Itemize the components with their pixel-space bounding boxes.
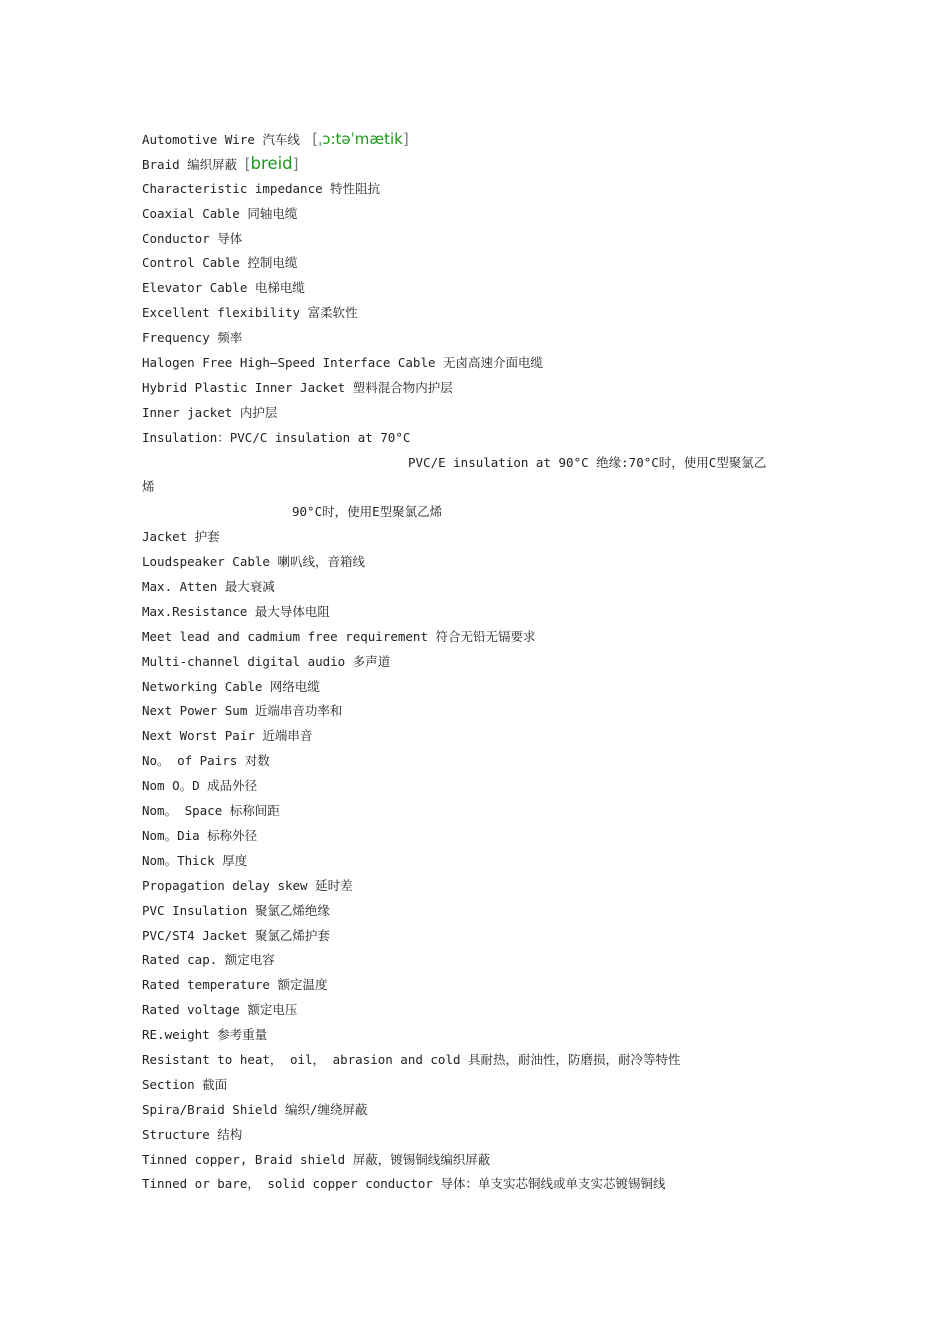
- glossary-entry: Max.Resistance 最大导体电阻: [142, 603, 330, 619]
- glossary-entry-insulation: Insulation：PVC/C insulation at 70°C: [142, 429, 411, 445]
- glossary-entry: Multi-channel digital audio 多声道: [142, 653, 391, 669]
- glossary-entry: Halogen Free High—Speed Interface Cable 无卤高速介面电缆: [142, 355, 544, 371]
- glossary-entry: Meet lead and cadmium free requirement 符合无铅无镉要求: [142, 628, 536, 644]
- glossary-entry: Tinned or bare， solid copper conductor 导体：单支实芯铜线或单支实芯镀锡铜线: [142, 1176, 666, 1192]
- term-text: Braid 编织屏蔽: [142, 156, 238, 172]
- glossary-entry: Section 截面: [142, 1076, 228, 1092]
- glossary-entry: Conductor 导体: [142, 230, 243, 246]
- glossary-entry: Nom。 Space 标称间距: [142, 803, 280, 819]
- glossary-entry-braid: [142, 152, 822, 177]
- glossary-entry: Frequency 频率: [142, 330, 243, 346]
- glossary-entry: Nom O。D 成品外径: [142, 778, 258, 794]
- glossary-entry: Spira/Braid Shield 编织/缠绕屏蔽: [142, 1101, 368, 1117]
- glossary-entry: No。 of Pairs 对数: [142, 753, 270, 769]
- glossary-entry: RE.weight 参考重量: [142, 1027, 268, 1043]
- phonetic-transcription: [ˌɔ:təˈmætik]: [307, 130, 409, 148]
- glossary-entry-insulation-cont: 90°C时，使用E型聚氯乙烯: [292, 504, 443, 520]
- glossary-entry: Loudspeaker Cable 喇叭线，音箱线: [142, 554, 365, 570]
- glossary-entry: Networking Cable 网络电缆: [142, 678, 320, 694]
- glossary-entry-automotive-wire: [142, 127, 822, 152]
- glossary-entry: Nom。Thick 厚度: [142, 852, 248, 868]
- glossary-entry: Inner jacket 内护层: [142, 404, 278, 420]
- glossary-entry: PVC Insulation 聚氯乙烯绝缘: [142, 902, 330, 918]
- glossary-entry: Coaxial Cable 同轴电缆: [142, 205, 298, 221]
- glossary-entry: Rated voltage 额定电压: [142, 1002, 298, 1018]
- glossary-entry: Tinned copper, Braid shield 屏蔽，镀锡铜线编织屏蔽: [142, 1151, 491, 1167]
- glossary-entry: Excellent flexibility 富柔软性: [142, 305, 358, 321]
- glossary-entry: PVC/ST4 Jacket 聚氯乙烯护套: [142, 927, 330, 943]
- glossary-entry: Elevator Cable 电梯电缆: [142, 280, 305, 296]
- glossary-entry: Hybrid Plastic Inner Jacket 塑料混合物内护层: [142, 379, 453, 395]
- glossary-entry: Max. Atten 最大衰减: [142, 579, 275, 595]
- term-text: Automotive Wire 汽车线: [142, 132, 300, 147]
- glossary-entry: Structure 结构: [142, 1126, 243, 1142]
- glossary-entry-insulation-cont: PVC/E insulation at 90°C 绝缘:70°C时，使用C型聚氯乙: [408, 454, 767, 470]
- phonetic-transcription: [breid]: [244, 153, 299, 173]
- glossary-entry: Control Cable 控制电缆: [142, 255, 298, 271]
- glossary-entry: Resistant to heat， oil， abrasion and cold 具耐热，耐油性，防磨损，耐冷等特性: [142, 1051, 681, 1067]
- glossary-entry: Next Worst Pair 近端串音: [142, 728, 313, 744]
- glossary-page: [142, 127, 822, 1197]
- glossary-entry: Nom。Dia 标称外径: [142, 827, 258, 843]
- glossary-entry: Jacket 护套: [142, 529, 220, 545]
- glossary-entry: Characteristic impedance 特性阻抗: [142, 180, 381, 196]
- glossary-entry: Rated cap. 额定电容: [142, 952, 275, 968]
- glossary-entry: Rated temperature 额定温度: [142, 977, 328, 993]
- glossary-entry: Next Power Sum 近端串音功率和: [142, 703, 343, 719]
- glossary-entry: Propagation delay skew 延时差: [142, 877, 353, 893]
- glossary-entry-insulation-wrap: 烯: [142, 479, 155, 495]
